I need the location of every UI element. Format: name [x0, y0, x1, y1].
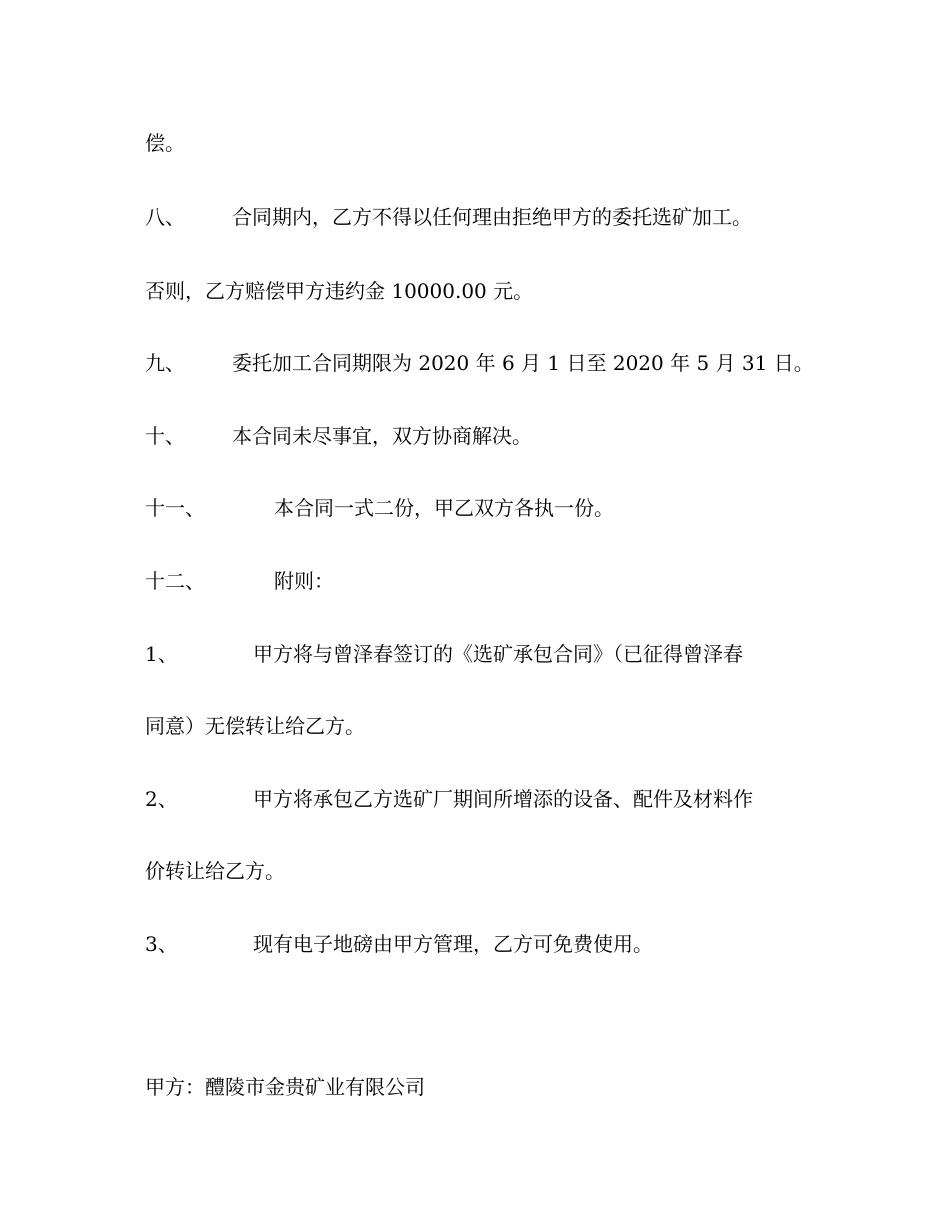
appendix-item-2-continuation [145, 859, 285, 883]
appendix-item-3 [145, 932, 653, 956]
clause-10 [145, 424, 532, 448]
item-number: 1、 [145, 642, 178, 666]
line-text: 偿。 [145, 131, 185, 155]
clause-11 [145, 496, 614, 520]
clause-8-continuation [145, 279, 533, 303]
clause-number: 八、 [145, 205, 185, 229]
appendix-item-1-continuation [145, 714, 365, 738]
clause-number: 十二、 [145, 569, 205, 593]
line-text: 否则，乙方赔偿甲方违约金 10000.00 元。 [145, 279, 534, 303]
item-text: 甲方将与曾泽春签订的《选矿承包合同》（已征得曾泽春 [253, 642, 743, 666]
clause-text: 附则： [274, 569, 334, 593]
clause-number: 十一、 [145, 496, 205, 520]
party-a-signature-line [145, 1075, 425, 1099]
line-text: 同意）无偿转让给乙方。 [145, 714, 365, 738]
clause-number: 十、 [145, 424, 185, 448]
clause-text: 本合同一式二份，甲乙双方各执一份。 [274, 496, 614, 520]
line-continuation-compensation [145, 131, 185, 155]
clause-8 [145, 205, 752, 229]
item-number: 2、 [145, 787, 178, 811]
clause-text: 委托加工合同期限为 2020 年 6 月 1 日至 2020 年 5 月 31 日。 [232, 351, 814, 375]
clause-text: 本合同未尽事宜，双方协商解决。 [232, 424, 532, 448]
clause-9 [145, 351, 814, 375]
item-text: 甲方将承包乙方选矿厂期间所增添的设备、配件及材料作 [253, 787, 753, 811]
clause-12 [145, 569, 334, 593]
line-text: 价转让给乙方。 [145, 859, 285, 883]
clause-text: 合同期内，乙方不得以任何理由拒绝甲方的委托选矿加工。 [232, 205, 752, 229]
party-a-label: 甲方：醴陵市金贵矿业有限公司 [145, 1075, 425, 1099]
item-number: 3、 [145, 932, 178, 956]
appendix-item-1 [145, 642, 743, 666]
clause-number: 九、 [145, 351, 185, 375]
item-text: 现有电子地磅由甲方管理，乙方可免费使用。 [253, 932, 653, 956]
appendix-item-2 [145, 787, 753, 811]
